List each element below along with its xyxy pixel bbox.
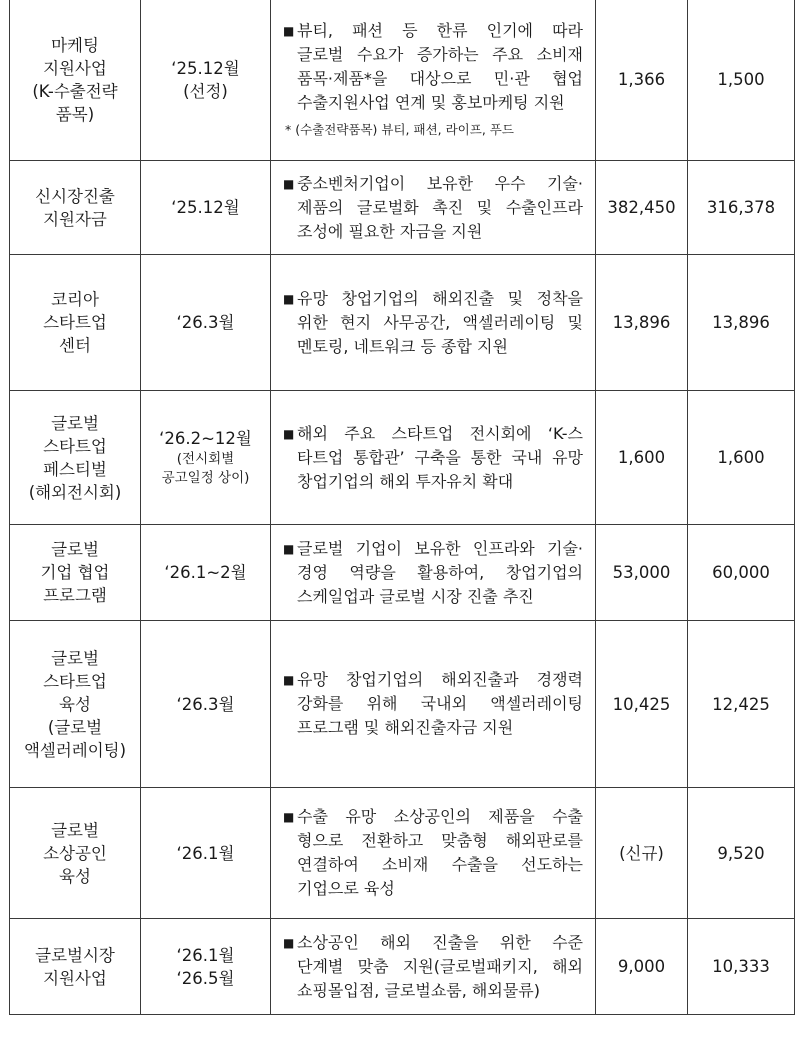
description-text <box>297 19 583 115</box>
value-cell-2: 12,425 <box>688 621 795 788</box>
description-line: 소상공인 해외 진출을 위한 수준 <box>297 932 583 952</box>
value-cell-1: 10,425 <box>596 621 688 788</box>
description-text <box>297 805 583 901</box>
schedule-line: ‘26.3월 <box>176 313 235 332</box>
description-line: 글로벌 수요가 증가하는 주요 소비재 <box>297 45 583 64</box>
table-row <box>10 391 795 525</box>
square-bullet-icon: ■ <box>283 426 295 441</box>
description-line: 품목·제품*을 대상으로 민·관 협업 <box>297 69 583 88</box>
schedule-line: ‘26.1월 <box>176 945 235 965</box>
description-line: 강화를 위해 국내외 액셀러레이팅 <box>297 694 583 713</box>
description-line: 글로벌 기업이 보유한 인프라와 기술· <box>297 538 583 558</box>
description-cell <box>271 621 596 788</box>
program-name-cell <box>10 161 141 255</box>
program-name-cell <box>10 0 141 161</box>
description-cell <box>271 919 596 1015</box>
value-cell-1: 13,896 <box>596 255 688 391</box>
description-bullet-item <box>283 537 583 609</box>
schedule-line: ‘26.5월 <box>176 968 235 988</box>
program-name-line: 스타트업 <box>43 313 107 332</box>
schedule-line: (선정) <box>183 81 228 101</box>
value-cell-2: 1,600 <box>688 391 795 525</box>
description-text <box>297 668 583 740</box>
program-name-line: (해외전시회) <box>28 482 122 502</box>
description-bullet-item <box>283 287 583 359</box>
description-cell <box>271 391 596 525</box>
value-cell-1: 53,000 <box>596 525 688 621</box>
program-name-line: 글로벌 <box>51 540 99 559</box>
schedule-cell <box>141 621 271 788</box>
description-cell <box>271 255 596 391</box>
program-name-line: 품목) <box>55 104 95 124</box>
program-name-line: 지원사업 <box>43 58 107 78</box>
program-table-page <box>9 0 800 1015</box>
schedule-cell <box>141 919 271 1015</box>
description-bullet-item <box>283 422 583 494</box>
program-name-line: 지원자금 <box>43 209 107 229</box>
description-line: 쇼핑몰입점, 글로벌쇼룸, 해외물류) <box>297 980 540 1000</box>
description-cell <box>271 788 596 919</box>
table-row <box>10 919 795 1015</box>
program-name-line: 신시장진출 <box>35 186 115 206</box>
program-name-line: 액셀러레이팅) <box>23 740 127 760</box>
value-cell-1: 9,000 <box>596 919 688 1015</box>
program-name-line: 페스티벌 <box>43 459 107 479</box>
value-cell-2: 1,500 <box>688 0 795 161</box>
square-bullet-icon: ■ <box>283 24 295 38</box>
program-name-line: 글로벌 <box>51 820 99 840</box>
description-text <box>297 422 583 494</box>
value-cell-1: 1,366 <box>596 0 688 161</box>
description-cell <box>271 525 596 621</box>
description-line: 수출 유망 소상공인의 제품을 수출 <box>297 807 583 826</box>
description-line: 연결하여 소비재 수출을 선도하는 <box>297 855 583 874</box>
description-text <box>297 172 583 244</box>
description-line: 위한 현지 사무공간, 액셀러레이팅 및 <box>297 312 583 332</box>
square-bullet-icon: ■ <box>283 176 295 191</box>
program-name-line: 글로벌 <box>51 413 99 433</box>
table-body <box>10 0 795 1015</box>
table-row <box>10 525 795 621</box>
program-name-cell <box>10 621 141 788</box>
program-name-cell <box>10 255 141 391</box>
program-name-line: 프로그램 <box>43 586 107 605</box>
description-line: 유망 창업기업의 해외진출 및 정착을 <box>297 288 583 308</box>
schedule-cell <box>141 788 271 919</box>
table-row <box>10 161 795 255</box>
footnote-text: * (수출전략품목) 뷰티, 패션, 라이프, 푸드 <box>285 122 514 137</box>
schedule-cell <box>141 161 271 255</box>
program-name-line: 기업 협업 <box>40 563 110 582</box>
program-name-cell <box>10 391 141 525</box>
description-bullet-item <box>283 172 583 244</box>
schedule-line: ‘26.1~2월 <box>164 563 247 582</box>
table-row <box>10 255 795 391</box>
schedule-note-line: (전시회별 <box>176 451 235 467</box>
square-bullet-icon: ■ <box>283 673 295 687</box>
schedule-line: ‘26.2~12월 <box>159 429 252 448</box>
program-name-line: 육성 <box>59 694 91 714</box>
value-cell-2: 10,333 <box>688 919 795 1015</box>
description-line: 제품의 글로벌화 촉진 및 수출인프라 <box>297 197 583 217</box>
square-bullet-icon: ■ <box>283 291 295 306</box>
description-line: 기업으로 육성 <box>297 879 395 898</box>
schedule-cell <box>141 391 271 525</box>
schedule-line: ‘25.12월 <box>171 58 240 78</box>
description-line: 경영 역량을 활용하여, 창업기업의 <box>297 562 583 582</box>
description-line: 단계별 맞춤 지원(글로벌패키지, 해외 <box>297 956 583 976</box>
program-name-cell <box>10 525 141 621</box>
description-line: 뷰티, 패션 등 한류 인기에 따라 <box>297 21 583 40</box>
value-cell-2: 60,000 <box>688 525 795 621</box>
description-line: 타트업 통합관’ 구축을 통한 국내 유망 <box>297 447 583 467</box>
value-cell-1: 382,450 <box>596 161 688 255</box>
description-line: 유망 창업기업의 해외진출과 경쟁력 <box>297 670 583 689</box>
schedule-line: ‘26.3월 <box>176 694 235 714</box>
schedule-cell <box>141 255 271 391</box>
program-name-cell <box>10 788 141 919</box>
square-bullet-icon: ■ <box>283 810 295 824</box>
description-bullet-item <box>283 668 583 740</box>
program-name-cell <box>10 919 141 1015</box>
description-bullet-item <box>283 805 583 901</box>
description-line: 스케일업과 글로벌 시장 진출 추진 <box>297 586 534 606</box>
description-text <box>297 931 583 1003</box>
square-bullet-icon: ■ <box>283 935 295 950</box>
program-name-line: 마케팅 <box>51 35 99 55</box>
schedule-cell <box>141 0 271 161</box>
program-name-line: 코리아 <box>51 290 99 309</box>
value-cell-2: 13,896 <box>688 255 795 391</box>
description-text <box>297 287 583 359</box>
value-cell-1: 1,600 <box>596 391 688 525</box>
program-name-line: 글로벌 <box>51 648 99 668</box>
value-cell-2: 9,520 <box>688 788 795 919</box>
description-line: 형으로 전환하고 맞춤형 해외판로를 <box>297 831 583 850</box>
schedule-note-line: 공고일정 상이) <box>161 470 250 486</box>
description-bullet-item <box>283 19 583 115</box>
description-line: 멘토링, 네트워크 등 종합 지원 <box>297 336 508 356</box>
support-program-table <box>9 0 795 1015</box>
description-text <box>297 537 583 609</box>
program-name-line: 글로벌시장 <box>35 945 115 965</box>
program-name-line: 센터 <box>59 336 91 355</box>
description-line: 해외 주요 스타트업 전시회에 ‘K-스 <box>297 423 583 443</box>
program-name-line: 스타트업 <box>43 436 107 456</box>
value-cell-1: (신규) <box>596 788 688 919</box>
program-name-line: 육성 <box>59 866 91 886</box>
description-line: 조성에 필요한 자금을 지원 <box>297 221 483 241</box>
program-name-line: 스타트업 <box>43 671 107 691</box>
description-cell <box>271 0 596 161</box>
description-line: 중소벤처기업이 보유한 우수 기술· <box>297 173 583 193</box>
schedule-line: ‘25.12월 <box>171 198 240 217</box>
table-row <box>10 621 795 788</box>
value-cell-2: 316,378 <box>688 161 795 255</box>
program-name-line: 지원사업 <box>43 968 107 988</box>
description-line: 창업기업의 해외 투자유치 확대 <box>297 471 514 491</box>
description-line: 프로그램 및 해외진출자금 지원 <box>297 718 514 737</box>
program-name-line: (글로벌 <box>47 717 103 737</box>
table-row <box>10 788 795 919</box>
schedule-line: ‘26.1월 <box>176 843 235 863</box>
description-bullet-item <box>283 931 583 1003</box>
schedule-cell <box>141 525 271 621</box>
square-bullet-icon: ■ <box>283 541 295 556</box>
program-name-line: 소상공인 <box>43 843 107 863</box>
table-row <box>10 0 795 161</box>
program-name-line: (K-수출전략 <box>32 81 118 101</box>
description-cell <box>271 161 596 255</box>
description-line: 수출지원사업 연계 및 홍보마케팅 지원 <box>297 93 565 112</box>
